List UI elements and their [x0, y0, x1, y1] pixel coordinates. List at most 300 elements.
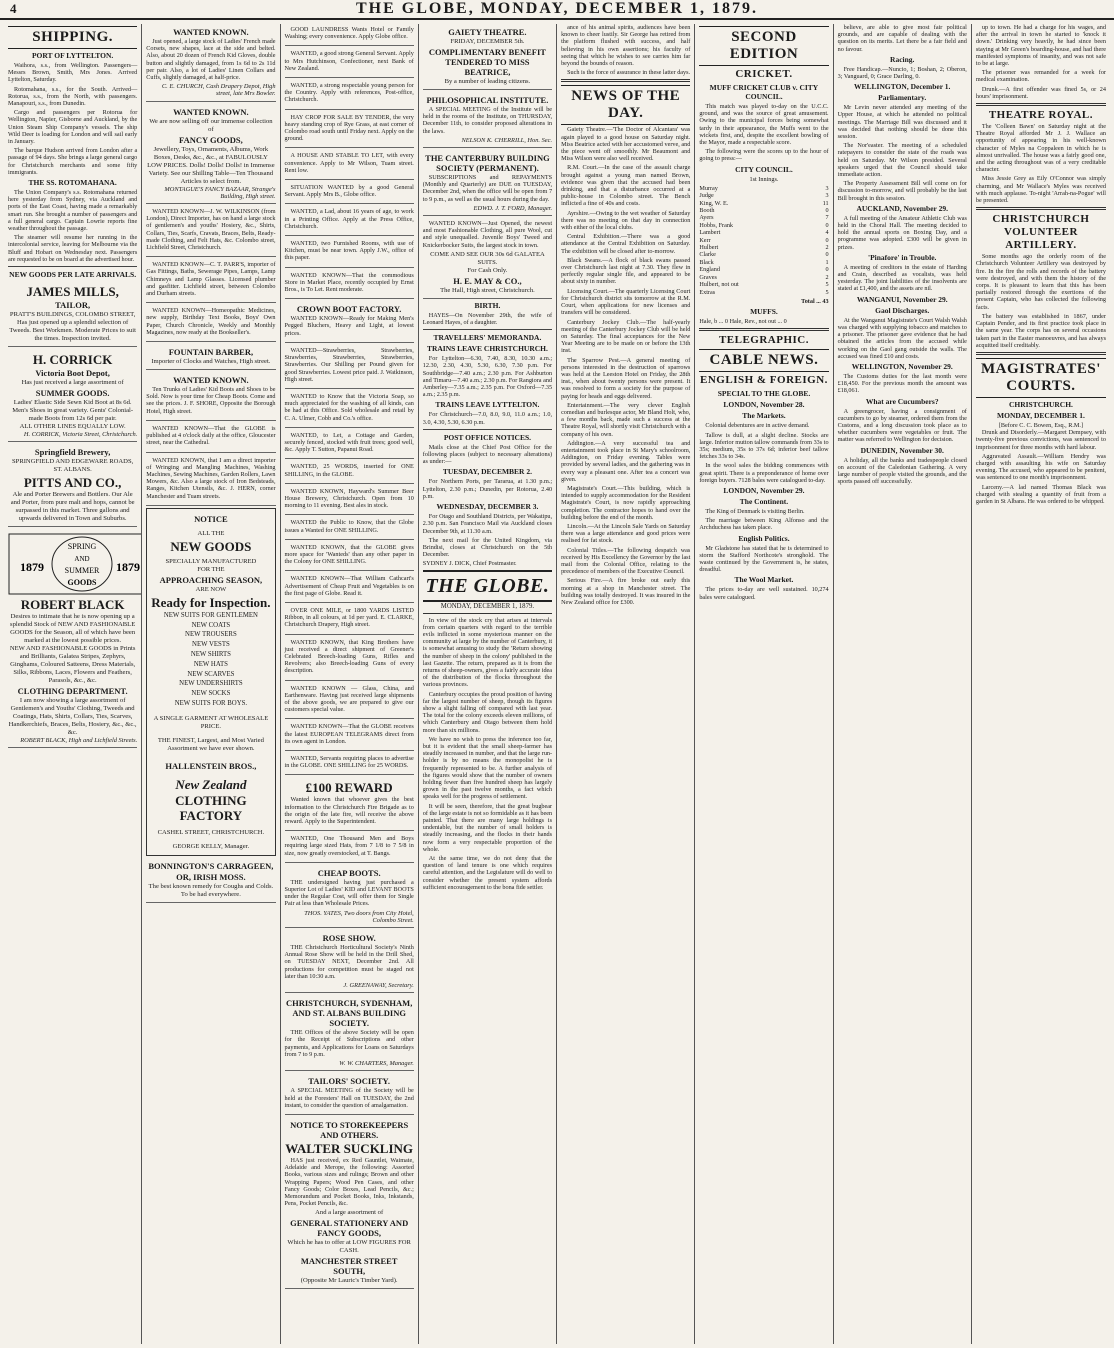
news-item: Ayrshire.—Owing to the wet weather of Saturday there was no meeting on that day in connection with either of the local clubs.: [561, 209, 691, 232]
wanted-ad: [285, 345, 414, 389]
score-row: [699, 266, 828, 273]
cheap-boots-signature: THOS. YATES, Two doors from City Hotel, Colombo Street.: [304, 909, 414, 924]
births-heading: BIRTH.: [474, 300, 501, 310]
spring-word: SPRING: [67, 542, 97, 552]
wanted-ad: [285, 486, 414, 516]
mills-address: PRATT'S BUILDINGS, COLOMBO STREET,: [9, 311, 136, 319]
wanted-ad-text: WANTED, One Thousand Men and Boys requiring large sized Hats, from 7 1/8 to 7 5/8 in size, now greatly overstocked, at T. Bangs.: [284, 835, 414, 857]
trains-lyttelton-text: For Christchurch—7.0, 8.0, 9.0, 11.0 a.m.; 1.0, 3.0, 4.30, 5.30, 6.30 p.m.: [422, 411, 553, 426]
church-ad-signature: C. E. CHURCH, Cash Drapery Depot, High street, late Mrs Bowler.: [161, 83, 276, 98]
bonnington-sub: OR, IRISH MOSS.: [176, 871, 246, 882]
score-row: [699, 244, 828, 251]
wanted-ad: [285, 150, 414, 180]
batsman-runs: 11: [822, 199, 829, 207]
parliamentary-text: Mr Levin never attended any meeting of the Upper House, at which he attended no political meetings. The Marriage Bill was discussed and it was decided that nothing should be done this session.: [837, 104, 967, 141]
new-goods-heading: NEW GOODS: [170, 538, 252, 554]
gaiety-sub: COMPLIMENTARY BENEFIT TENDERED TO MISS BEATRICE,: [428, 47, 546, 77]
divider: [699, 328, 828, 331]
english-foreign-heading: ENGLISH & FOREIGN.: [700, 374, 828, 387]
batsman-runs: 0: [825, 251, 829, 259]
news-item: Magistrate's Court.—This building, which is intended to supply accommodation for the Resident Magistrate's Court, is now rapidly approaching completion. The contractor hopes to hand over the building before the end of the month.: [561, 484, 691, 521]
cheap-boots-text: THE undersigned having just purchased a Superior Lot of Ladies' KID and LEVANT BOOTS under the Regular Cost, will offer them for Single Pair at less than Wholesale Prices.: [284, 878, 414, 908]
goods-list-item: NEW SUITS FOR GENTLEMEN: [163, 611, 258, 619]
goods-list-item: NEW SUITS FOR BOYS.: [174, 699, 248, 707]
telegram-text: The Customs duties for the last month were £18,450. For the previous month the amount was £18,061.: [837, 372, 967, 395]
score-row: [699, 185, 828, 192]
wanted-ad-text: WANTED, Servants requiring places to advertise in the GLOBE. ONE SHILLING for 25 WORDS.: [284, 755, 414, 770]
second-edition-heading: SECOND EDITION: [699, 26, 828, 66]
english-politics-text: Mr Gladstone has stated that he is determined to storm the Stafford Northcote's stronghold. The waste continued by the Government is, he states, dreadful.: [699, 544, 829, 574]
batsman-name: Graves: [699, 273, 717, 281]
may-signature: H. E. MAY & CO.,: [453, 275, 522, 286]
wool-market-text: The prices to-day are well sustained. 10,274 bales were catalogued.: [699, 586, 829, 601]
batsman-runs: 5: [825, 281, 829, 289]
gaiety-text: By a number of leading citizens.: [444, 78, 531, 85]
black-name: ROBERT BLACK: [20, 597, 125, 613]
score-row: [699, 229, 828, 236]
bazaar-ad-heading: WANTED KNOWN.: [173, 106, 249, 117]
wanted-ad: [285, 430, 414, 460]
leader-para: We have no wish to press the inference too far, but it is evident that the small sheep-farmer has steadily increased in number, and that the large run-holder is by no means the monopolist he is frequently represented to be. A further analysis of the figures would show that the number of owners holding fewer than five hundred sheep has largely grown in the past twelve months, a fact which speaks well for the progress of settlement.: [422, 735, 553, 801]
batsman-runs: 0: [825, 266, 829, 274]
sydenham-signature: W. W. CHARTERS, Manager.: [339, 1060, 414, 1068]
post-office-wednesday: WEDNESDAY, DECEMBER 3.: [436, 502, 539, 512]
magistrates-sub: CHRISTCHURCH.: [1008, 399, 1073, 409]
gaol-heading: Gaol Discharges.: [875, 305, 930, 315]
batsman-name: Ayers: [699, 214, 714, 222]
wanted-ad: [285, 573, 414, 603]
new-goods-heading: NEW GOODS PER LATE ARRIVALS.: [9, 270, 137, 280]
wanted-ad-text: WANTED KNOWN—That the GLOBE receives the latest EUROPEAN TELEGRAMS direct from its own agent in London.: [284, 723, 414, 745]
bazaar-goods: FANCY GOODS,: [179, 134, 243, 145]
spring-year-right: 1879: [116, 560, 140, 575]
score-heading: CITY COUNCIL.: [735, 164, 793, 174]
wanted-ad: [285, 753, 414, 775]
theatre-text: Miss Jessie Grey as Eily O'Connor was simply charming, and Mr Wallace's Myles was received with much applause. To-night 'Arrah-na-Pogue' will be presented.: [975, 175, 1106, 205]
news-item: Colonial Titles.—The following despatch was received by His Excellency the Governor by the last mail from the Colonial Office, relating to the precedence of members of the Executive Council.: [561, 546, 691, 576]
news-item: Entertainment.—The very clever English comedian and burlesque actor, Mr Bland Holt, who, a few months back, made such a success at the Theatre Royal, will shortly visit Christchurch with a company of his own.: [561, 401, 691, 438]
shipping-para: The barque Hudson arrived from London after a passage of 94 days. She brings a large general cargo for Christchurch merchants and some fifty immigrants.: [8, 147, 138, 176]
wanted-ad: [285, 517, 414, 539]
wanted-ad-text: WANTED to Know that the Victoria Soap, so much appreciated for the washing of all kinds, can be had at this Office. Sold wholesale and retail by C. A. Ulmer, Cobb and Co.'s office.: [284, 392, 414, 422]
batsman-name: Hulbert, not out: [699, 281, 739, 289]
column-shipping: [4, 24, 142, 1344]
trains-christchurch-text: For Lyttelton—6.30, 7.40, 8.30, 10.30 a.m.; 12.30, 2.30, 4.30, 5.30, 6.30, 7.30 p.m. For Southbridge—7.40 a.m.; 2.30 p.m. For Ashburton and Timaru—7.40 a.m.; 2.30 p.m. For Rangiora and Amberley—7.35 a.m.; 2.35 p.m. For Oxford—7.35 a.m.; 2.35 p.m.: [422, 355, 553, 399]
spring-year-left: 1879: [20, 560, 44, 575]
shipping-para: The steamer will resume her running in the intercolonial service, leaving for Melbourne via the Bluff and Hobart on Wednesday next. Passengers are requested to be on board at the advertised hour.: [8, 234, 138, 263]
telegraphic-heading: TELEGRAPHIC.: [718, 334, 809, 347]
tailors-ad: [285, 1073, 414, 1115]
batsman-name: Hobbs, Frank: [699, 221, 734, 229]
news-item: Central Exhibition.—There was a good attendance at the Central Exhibition on Saturday. The exhibition will be closed after to-morrow.: [561, 233, 691, 255]
telegram-text: At the Wanganui Magistrate's Court Walsh Walsh was charged with supplying tobacco and matches to a prisoner. The prisoner gave evidence that he had obtained the articles from the accused while working on the Gaol gang outside the walls. The accused was fined £10 and costs.: [837, 316, 967, 360]
philosophical-heading: PHILOSOPHICAL INSTITUTE.: [426, 95, 549, 105]
english-politics-heading: English Politics.: [738, 533, 790, 543]
wanted-ad: [146, 423, 275, 453]
corrick-ad: [8, 349, 137, 442]
telegram-text: A greengrocer, having a consignment of cucumbers to go by steamer, ordered them from the Customs, and a long discussion took place as to whether cucumbers were vegetables or fruit. The matter was referred to Wellington for decision.: [837, 407, 967, 444]
bazaar-signature: MONTAGUE'S FANCY BAZAAR, Strange's Building, High street.: [164, 185, 276, 200]
wanted-ad-text: WANTED KNOWN—C. T. PARR'S, importer of Gas Fittings, Baths, Sewerage Pipes, Lamps, Lamp Chimneys and Lamp Glasses. Licensed plumber and gasfitter. Lichfield street, between Colombo and Durham streets.: [146, 261, 276, 298]
batsman-runs: 4: [825, 229, 829, 237]
cricket-text: The following were the scores up to the hour of going to press:—: [699, 148, 829, 163]
news-item: Licensing Court.—The quarterly Licensing Court for Christchurch district sits tomorrow at the R.M. Court, when applications for new licenses and transfers will be considered.: [561, 287, 691, 317]
wanted-ad-text: WANTED KNOWN, Hayward's Summer Beer House Brewery, Christchurch. Open from 10 morning to 11 evening. Best ales in stock.: [284, 487, 414, 510]
shore-ad: [146, 372, 275, 421]
hallenstein-name: HALLENSTEIN BROS.,: [165, 760, 257, 771]
leader-para: Canterbury occupies the proud position of having far the largest number of sheep, though its figures show a slight falling off compared with last year. The total for the colony exceeds eleven millions, of which Canterbury and Otago between them hold more than six millions.: [422, 690, 553, 734]
wanted-ad: [285, 48, 414, 78]
news-item: R.M. Court.—In the case of the assault charge brought against a young man named Brown, evidence was given that the accused had been drinking, and that a disturbance occurred at a public-house in Colombo street. The Bench inflicted a fine of 40s and costs.: [561, 164, 691, 208]
and-word: AND: [74, 555, 90, 564]
notice-heading: NOTICE: [194, 513, 228, 524]
brewery-ad: [8, 444, 137, 527]
court-text: Larceny.—A lad named Thomas Black was charged with stealing a quantity of fruit from a garden in St Albans. He was ordered to be whipped.: [975, 483, 1106, 505]
suckling-low: Which he has to offer at LOW FIGURES FOR CASH.: [287, 1239, 411, 1255]
black-list: NEW AND FASHIONABLE GOODS in Prints and Brilliants, Galatea Stripes, Zephyrs, Ginghams, Coloured Satteens, Dress Materials, Silks, Ribbons, Laces, Flowers and Feathers, Parasols, &c., &c.: [9, 645, 136, 685]
wanted-ad: [146, 206, 275, 257]
court-text: Aggravated Assault.—William Hendry was charged with assaulting his wife on Saturday evening. The accused, who appeared to be penitent, was sentenced to one month's imprisonment.: [975, 452, 1106, 482]
telegram-text: A full meeting of the Amateur Athletic Club was held in the Choral Hall. The meeting decided to hold the annual sports on Boxing Day, and a programme was adopted. £300 will be given in prizes.: [837, 214, 967, 251]
tailors-text: A SPECIAL MEETING of the Society will be held at the Foresters' Hall on TUESDAY, the 2nd instant, to consider the question of amalgamation.: [284, 1087, 414, 1109]
news-item: Addington.—A very successful tea and entertainment took place in St Mary's schoolroom, Addington, on Friday evening. Tables were provided by several ladies, and the gathering was in every way a pleasant one. After tea a concert was given.: [561, 439, 691, 483]
goods-list-item: NEW HATS: [193, 660, 228, 668]
volunteer-text: Some months ago the orderly room of the Christchurch Volunteer Artillery was destroyed by fire. In the fire the rolls and records of the battery were destroyed, and with them the history of the corps. It is pleasant to learn that this has been partially restored through the exertions of the present Captain, who has collected the following facts.: [975, 253, 1106, 311]
continent-text: The marriage between King Alfonso and the Archduchess has taken place.: [699, 517, 829, 532]
philosophical-text: A SPECIAL MEETING of the Institute will be held in the rooms of the Institute, on THURSDAY, December 11th, to consider proposed alterations in the laws.: [422, 106, 553, 135]
cable-news-heading: CABLE NEWS.: [699, 349, 828, 372]
reward-heading: [285, 780, 414, 795]
goods-list-item: NEW VESTS: [192, 641, 230, 649]
volunteer-heading: CHRISTCHURCH VOLUNTEER ARTILLERY.: [992, 213, 1090, 252]
philosophical-signature: NELSON K. CHERRILL, Hon. Sec.: [461, 136, 553, 144]
shipping-para: Rotomahana, s.s., for the South. Arrived—Rotorua, s.s., from the North, with passengers. Manapouri, s.s., from Dunedin.: [8, 85, 138, 108]
may-address: The Hall, High street, Christchurch.: [440, 286, 535, 294]
shipping-para: The Union Company's s.s. Rotomahana returned here yesterday from Sydney, via Auckland and ports of the East Coast, having made a remarkably smart run. She brought a number of passengers and a full general cargo. Captain Lowrie reports fine weather throughout the passage.: [8, 189, 138, 233]
gaiety-heading: GAIETY THEATRE.: [448, 27, 527, 37]
nz-heading: New Zealand: [175, 776, 247, 792]
may-text: WANTED KNOWN—Just Opened, the newest and most Fashionable Clothing, all pure Wool, cut and style unequalled. Juvenile Boys' Tweed and Knickerbocker Suits, the largest stock in town.: [422, 220, 553, 249]
goods-word: GOODS: [67, 578, 97, 588]
score-row: [699, 289, 828, 296]
wanted-ad-text: WANTED KNOWN—J. W. WILKINSON (from London), Direct Importer, has on hand a large stock of gentlemen's and youths' Hosiery, &c., Shirts, Collars, Ties, Scarfs, Cravats, Braces, Belts, Ready-made Clothing, and Felt Hats, &c. Colombo street, Lichfield Street, Christchurch.: [146, 208, 276, 252]
score-row: [699, 200, 828, 207]
wanted-ad: [285, 24, 414, 46]
ready-heading: Ready for Inspection.: [151, 594, 271, 610]
column-notices-leader: [419, 24, 557, 1344]
dateline: AUCKLAND, November 29.: [856, 203, 948, 213]
shipping-para: Waihora, s.s., from Wellington. Passengers—Messrs Brown, Smith, Mrs Jones. Arrived Lyttelton, Saturday.: [8, 62, 138, 84]
column-telegrams: [834, 24, 972, 1344]
for-the-text: FOR THE: [197, 565, 225, 573]
wanted-ad: [285, 461, 414, 483]
corrick-text: Has just received a large assortment of: [21, 379, 124, 387]
factory-heading: CLOTHING FACTORY: [175, 792, 247, 823]
racing-text: Free Handicap.—Nuncio, 1; Boshan, 2; Oberon, 3; Vanguard, 0; Grace Darling, 0.: [837, 65, 967, 81]
gaiety-ad: [423, 24, 552, 90]
wanted-ad: [285, 605, 414, 635]
philosophical-ad: [423, 92, 552, 148]
approaching-season: APPROACHING SEASON,: [159, 574, 263, 585]
wanted-ad: [285, 542, 414, 572]
news-item: The Sparrow Pest.—A general meeting of persons interested in the destruction of sparrows was held at the Leeston Hotel on Friday, the 28th inst., when about twenty persons were present. It was resolved to form a society for the purpose of paying for heads and eggs delivered.: [561, 356, 691, 400]
pitts-name: PITTS AND CO.,: [23, 475, 122, 491]
reward-word: REWARD: [334, 780, 393, 796]
single-garment: A SINGLE GARMENT AT WHOLESALE PRICE.: [153, 714, 269, 730]
shipping-para: Cargo and passengers per Rotorua for Wellington, Napier, Gisborne and Auckland, by the Union Steam Ship Company's vessels. The ship Wild Deer is loading for London and will sail early in January.: [8, 109, 138, 146]
dateline: DUNEDIN, November 30.: [860, 445, 944, 455]
score-row: [699, 207, 828, 214]
batsman-name: Black: [699, 258, 714, 266]
barber-heading: FOUNTAIN BARBER,: [168, 347, 254, 358]
leader-para: Such is the force of assurance in these latter days.: [567, 69, 691, 77]
brewery-address: SPRINGFIELD AND EDGEWARE ROADS, ST. ALBANS.: [12, 458, 134, 474]
bazaar-list: Jewellery, Toys, Ornaments, Albums, Work Boxes, Desks, &c., &c., at FABULOUSLY LOW PRICES. Dolls! Dolls! Dolls! in Immense Variety. See our Shilling Table—Ten Thousand Articles to select from.: [147, 145, 275, 185]
globe-title: THE GLOBE.: [423, 570, 552, 602]
corrick-tagline: ALL OTHER LINES EQUALLY LOW.: [19, 423, 126, 431]
court-text: up to town. He had a charge for his wages, and after the arrival in town he started to 'knock it down.' Drinking very heavily, he had since been staying at Mr Green's boarding-house, and had there manifested symptoms of insanity, and was not safe to be at large.: [975, 24, 1106, 68]
column-wanted: [281, 24, 419, 1344]
wanted-ad-text: HAY CROP FOR SALE BY TENDER, the very heavy standing crop of Rye Grass, at east corner of Colombo road south until Friday next. Apply on the ground.: [284, 113, 414, 143]
innings-label: 1st Innings.: [749, 175, 779, 183]
specially-text: SPECIALLY MANUFACTURED: [165, 557, 257, 565]
column-second-edition: [695, 24, 833, 1344]
sydenham-heading: CHRISTCHURCH, SYDENHAM, AND ST. ALBANS BUILDING SOCIETY.: [285, 998, 413, 1029]
racing-heading: Racing.: [890, 54, 915, 64]
batsman-name: England: [699, 266, 720, 274]
cheap-boots-ad: [285, 865, 414, 928]
sydenham-text: THE Offices of the above Society will be open for the Receipt of Subscriptions and other payments, and Applications for Loans on Saturdays from 7 to 9 p.m.: [284, 1029, 414, 1058]
wanted-ad: [146, 259, 275, 303]
bonnington-text: The best known remedy for Coughs and Colds. To be had everywhere.: [148, 882, 274, 898]
summer-word: SUMMER: [64, 566, 100, 576]
births-text: HAYES—On November 29th, the wife of Leonard Hayes, of a daughter.: [422, 311, 553, 327]
telegram-text: A meeting of creditors in the estate of Harding and Crain, described as vocalists, was held yesterday. The joint liabilities of the insolvents are stated at £1,400, and the assets are nil.: [837, 263, 967, 293]
wanted-ad-text: WANTED the Public to Know, that the Globe issues a Wanted for ONE SHILLING.: [284, 519, 414, 534]
black-clothing: I am now showing a large assortment of Gentlemen's and Youths' Clothing, Tweeds and Coatings, Hats, Shirts, Collars, Ties, Scarves, Handkerchiefs, Braces, Belts, Hosiery, &c., &c., &c.: [8, 697, 137, 737]
mills-ad: [8, 281, 137, 347]
black-signature: ROBERT BLACK, High and Lichfield Streets.: [20, 737, 138, 745]
may-ad: [423, 218, 552, 299]
pinafore-heading: 'Pinafore' in Trouble.: [868, 252, 937, 262]
batsman-name: Booth: [699, 207, 715, 215]
building-society-text: SUBSCRIPTIONS and REPAYMENTS (Monthly and Quarterly) are DUE on TUESDAY, December 2nd, when the office will be open from 7 to 9 p.m., as well as the usual hours during the day.: [422, 174, 553, 203]
magistrates-date: MONDAY, DECEMBER 1.: [997, 410, 1085, 420]
score-row: [699, 274, 828, 281]
rose-show-text: THE Christchurch Horticultural Society's Ninth Annual Rose Show will be held in the Drill Shed, on TUESDAY NEXT, December 2nd. All productions for competition must be staged not later than 10:30 a.m.: [284, 944, 414, 980]
score-row: [699, 281, 828, 288]
building-society-heading: THE CANTERBURY BUILDING SOCIETY (PERMANENT).: [425, 153, 550, 174]
continent-heading: The Continent.: [739, 496, 789, 506]
divider: [976, 207, 1106, 210]
are-now-text: ARE NOW: [195, 585, 227, 593]
goods-list-item: NEW SOCKS: [191, 690, 231, 698]
leader-para: In view of the stock cry that arises at intervals from certain quarters with regard to the terrible evils inflicted in some mysterious manner on the community at large by the number of Canterbury, it is somewhat amusing to study the 'Return showing the number of sheep in the colony' published in the last Gazette. The return, prepared as it is from the returns of sheep-owners, gives a fairly accurate idea of the distribution of the flocks throughout the various provinces.: [422, 616, 553, 689]
post-office-note: The next mail for the United Kingdom, via Brindisi, closes at Christchurch on the 5th December.: [422, 536, 553, 559]
brewery-name: Springfield Brewery,: [34, 447, 111, 458]
bonnington-heading: BONNINGTON'S CARRAGEEN,: [148, 860, 274, 871]
special-to-globe: SPECIAL TO THE GLOBE.: [717, 389, 811, 399]
rotomahana-heading: THE SS. ROTOMAHANA.: [28, 178, 117, 188]
news-item: Canterbury Jockey Club.—The half-yearly meeting of the Canterbury Jockey Club will be held on Saturday. The final acceptances for the New Year Meeting are to be made on or before the 13th inst.: [561, 318, 691, 355]
wanted-ad: [285, 206, 414, 236]
batsman-name: Judge: [699, 192, 714, 200]
rose-show-signature: J. GREENAWAY, Secretary.: [343, 982, 414, 990]
finest-text: THE FINEST, Largest, and Most Varied Assortment we have ever shown.: [157, 736, 264, 752]
post-office-signature: SYDNEY J. DICK, Chief Postmaster.: [422, 560, 517, 568]
post-office-tuesday: TUESDAY, DECEMBER 2.: [442, 467, 532, 477]
wanted-ad-text: WANTED KNOWN, that I am a direct importer of Wringing and Mangling Machines, Washing Machines, Sewing Machines, Garden Rollers, Lawn Mowers, &c. Also a large stock of Iron Bedsteads, Ranges, Kitchen Utensils, &c. J. HERN, corner Manchester and Tuam streets.: [146, 456, 276, 500]
magistrates-bench: [Before C. C. Bowen, Esq., R.M.]: [998, 421, 1084, 429]
corrick-depot: Victoria Boot Depot,: [35, 368, 110, 379]
bonnington-ad: [146, 858, 275, 903]
corrick-signature: H. CORRICK, Victoria Street, Christchurch.: [23, 431, 138, 439]
black-clothing-heading: CLOTHING DEPARTMENT.: [17, 686, 128, 697]
batsman-runs: 3: [825, 184, 829, 192]
markets-text: In the wool sales the bidding commences with great spirit. There is a preponderance of home over foreign buyers. 7128 bales were catalogued to-day.: [699, 462, 829, 484]
cricket-text: This match was played to-day on the U.C.C. ground, and was the source of great amusement. Owing to the municipal forces being somewhat tardy in their appearance, the Muffs went to the wickets first, and, despite the excellent bowling of the Mayor, made a respectable score.: [699, 103, 829, 147]
bazaar-ad-text: We are now selling off our immense collection of: [149, 117, 273, 133]
parliamentary-heading: Parliamentary.: [878, 93, 927, 103]
court-text: Drunk.—A first offender was fined 5s, or 24 hours' imprisonment.: [975, 85, 1106, 100]
reward-text: Wanted known that whoever gives the best information to the Christchurch Fire Brigade as to the origin of the late fire, will receive the above reward. Apply to the Superintendent.: [284, 796, 414, 826]
score-row: [699, 251, 828, 258]
storekeepers-heading: NOTICE TO STOREKEEPERS AND OTHERS.: [290, 1119, 409, 1140]
score-table: [699, 185, 828, 296]
column-wanted-known: [142, 24, 280, 1344]
wanted-ad-text: WANTED—Strawberries, Strawberries, Strawberries, Strawberries, Strawberries, Strawberries. Our Shilling per Pound given for good Strawberries. Lowest price paid. J. Watkinson, High street.: [284, 346, 414, 383]
wanted-ad: [146, 455, 275, 506]
wanted-ad: [285, 270, 414, 300]
building-society-ad: [423, 150, 552, 216]
news-heading: NEWS OF THE DAY.: [561, 85, 690, 125]
wanted-ad: [285, 112, 414, 149]
wanted-ad-text: WANTED KNOWN — Glass, China, and Earthenware. Having just received large shipments of the above goods, we are prepared to give our customers special value.: [284, 684, 414, 714]
magistrates-heading: MAGISTRATES' COURTS.: [976, 358, 1106, 398]
suckling-name: WALTER SUCKLING: [285, 1140, 414, 1156]
may-sub: COME AND SEE OUR 30s 6d GALATEA SUITS.: [430, 250, 545, 266]
wanted-ad: [146, 305, 275, 342]
post-office-wednesday-text: For Otago and Southland Districts, per Wakatipu, 2.30 p.m. San Francisco Mail via Auckland closes December 9th, at 11.30 a.m.: [422, 513, 553, 535]
mills-text: Has just opened up a splendid selection of Tweeds. Best Workmen. Moderate Prices to suit the times. Inspection invited.: [9, 319, 136, 343]
suckling-text: HAS just received, ex Red Gauntlet, Waimate, Adelaide and Merope, the following: Assorted Books, various sizes and rulings; Brown and other Wrapping Papers; Wood Pen Cases, and other Fancy Goods; Color Boxes, Lead Pencils, &c.; Memorandum and Pocket Books, Inks, Inkstands, Pens, Pocket Pencils, &c.: [284, 1156, 414, 1208]
wanted-ad: [285, 391, 414, 428]
newspaper-columns: [4, 24, 1110, 1344]
sydenham-ad: [285, 995, 414, 1071]
crown-boot-heading: CROWN BOOT FACTORY.: [296, 304, 402, 315]
batsman-runs: 0: [825, 221, 829, 229]
score-total: Total ... 43: [801, 297, 829, 305]
telegram-text: A holiday, all the banks and tradespeople closed on account of the Caledonian Gathering. A very large number of people visited the grounds, and the sports passed off successfully.: [837, 456, 967, 486]
kelly-manager: GEORGE KELLY, Manager.: [172, 842, 250, 850]
column-news: [557, 24, 695, 1344]
church-ad: [146, 24, 275, 102]
markets-heading: The Markets.: [742, 411, 786, 421]
muffs-text: Hale, b ... 0 Hale, Rev., not out ... 0: [699, 318, 787, 326]
rose-show-ad: [285, 930, 414, 993]
trains-lyttelton-heading: TRAINS LEAVE LYTTELTON.: [435, 400, 540, 410]
suckling-ad: [285, 1117, 414, 1289]
crown-boot-text: WANTED KNOWN—Ready for Making Men's Pegged Bluchers, Heavy and Light, at lowest prices.: [284, 315, 414, 337]
wool-market-heading: The Wool Market.: [734, 575, 794, 585]
wanted-ad-text: WANTED, a strong respectable young person for the Country. Apply with references, Post-office, Christchurch.: [284, 82, 414, 104]
telegram-text: The Property Assessment Bill will come on for discussion to-morrow, and will probably be the last Bill brought in this session.: [837, 180, 967, 202]
theatre-text: The 'Colleen Bawn' on Saturday night at the Theatre Royal afforded Mr J. J. Wallace an opportunity of appearing in his well-known character of Myles na Coppaleen in which he is almost unrivalled. The house was a fairly good one, and the acting throughout was of a very creditable character.: [975, 123, 1106, 174]
building-society-signature: EDWD. J. T. FORD, Manager.: [473, 204, 553, 212]
divider: [423, 429, 552, 430]
telegram-text: The Nor'easter. The meeting of a scheduled ratepayers to consider the state of the roads was held on Saturday. Mr Wilson presided. Several speakers urged that the Council should take immediate action.: [837, 142, 967, 179]
post-office-text: Mails close at the Chief Post Office for the following places (subject to necessary alterations) as under:—: [422, 443, 553, 466]
shore-heading: WANTED KNOWN.: [173, 375, 249, 386]
batsman-runs: 7: [825, 214, 829, 222]
port-heading: PORT OF LYTTELTON.: [31, 51, 114, 60]
mills-name: JAMES MILLS,: [26, 284, 119, 300]
markets-text: Tallow is dull, at a slight decline. Stocks are large. Inferior mutton tallow commands from 33s to 35s; medium, 35s to 37s 6d; inferior beef tallow fetches 33s to 34s.: [699, 431, 829, 461]
divider: [976, 103, 1106, 106]
court-text: Drunk and Disorderly.—Margaret Dempsey, with twenty-five previous convictions, was sentenced to imprisonment for three months with hard labour.: [975, 429, 1106, 451]
batsman-runs: 2: [825, 273, 829, 281]
cashel-address: CASHEL STREET, CHRISTCHURCH.: [157, 828, 265, 836]
batsman-runs: 2: [825, 244, 829, 252]
dateline: WELLINGTON, December 1.: [854, 82, 951, 92]
suckling-also: And a large assortment of: [315, 1209, 384, 1217]
telegram-text: believe, are able to give most fair political grounds, and are capable of dealing with the question on its merits. Let there be a fair field and no favour.: [837, 24, 967, 53]
divider: [423, 329, 552, 330]
batsman-name: Hulbert: [699, 244, 719, 252]
continent-text: The King of Denmark is visiting Berlin.: [705, 507, 805, 515]
wanted-ad-text: WANTED KNOWN—That the GLOBE is published at 4 o'clock daily at the office, Gloucester street, near the Cathedral.: [146, 424, 276, 447]
goods-list-item: NEW COATS: [191, 621, 231, 629]
batsman-runs: 5: [825, 288, 829, 296]
bazaar-ad: [146, 104, 275, 204]
black-text: Desires to intimate that he is now opening up a splendid Stock of NEW AND FASHIONABLE GOODS for the Season, all of which have been marked at the lowest possible prices.: [10, 613, 136, 645]
dateline: WELLINGTON, November 29.: [851, 361, 953, 371]
dateline: WANGANUI, November 29.: [856, 294, 948, 304]
barber-ad: [146, 344, 275, 370]
wanted-ad: [285, 833, 414, 863]
wanted-ad: [285, 683, 414, 720]
wanted-ad-text: WANTED KNOWN—That the commodious Store in Market Place, recently occupied by Ernst Bros., is To Let. Rent moderate.: [284, 271, 414, 294]
batsman-name: Murray: [699, 184, 718, 192]
divider: [976, 352, 1106, 355]
wanted-ad: [285, 637, 414, 681]
batsman-name: Kerr: [699, 236, 711, 244]
barber-text: Importer of Clocks and Watches, High street.: [151, 358, 271, 366]
page-number: 4: [10, 1, 17, 16]
church-ad-text: Just opened, a large stock of Ladies' French made Corsets, new shapes, lace at the side and belted. Also, about 20 dozen of French Kid Gloves, double button and slightly damaged, from 1s 6d to 2s 11d per pair. Also, a lot of Ladies' Linen Collars and Cuffs, slightly damaged, at half-price.: [146, 38, 276, 82]
divider: [561, 79, 690, 82]
batsman-runs: 1: [825, 258, 829, 266]
wanted-ad-text: OVER ONE MILE, or 1800 YARDS LISTED Ribbon, in all colours, at 1d per yard. E. CLARKE, Christchurch Drapery, High street.: [284, 606, 414, 629]
score-row: [699, 222, 828, 229]
volunteer-text: The battery was established in 1867, under Captain Pender, and its first practice took place in the same year. The corps has on several occasions taken part in the Easter manoeuvres, and has always acquitted itself creditably.: [975, 312, 1106, 349]
reward-ad: [285, 777, 414, 831]
batsman-name: King, W. E.: [699, 199, 729, 207]
goods-list-item: NEW TROUSERS: [185, 631, 237, 639]
wanted-ad-text: WANTED, to Let, a Cottage and Garden, securely fenced, stocked with fruit trees; good well, &c. Apply T. Sutton, Papanui Road.: [284, 431, 414, 454]
news-item: Gaiety Theatre.—'The Doctor of Alcantara' was again played to a good house on Saturday night. Miss Beatrice acted with her accustomed verve, and the piece went off smoothly. Mr Beaumont and Miss Wilson were also well received.: [561, 126, 691, 163]
dateline: LONDON, November 28.: [723, 400, 805, 410]
rose-show-heading: ROSE SHOW.: [322, 933, 376, 944]
muffs-heading: MUFFS.: [750, 307, 778, 317]
may-cash: For Cash Only.: [467, 266, 508, 274]
crown-boot-ad: [285, 301, 414, 343]
suckling-stationery: GENERAL STATIONERY AND FANCY GOODS,: [290, 1218, 409, 1239]
reward-amount: £100: [305, 780, 332, 796]
masthead: [0, 0, 1114, 20]
wanted-ad-text: WANTED KNOWN—Homeopathic Medicines, new supply, Birthday Text Books, Boys' Own Paper, Church Chronicle, Weekly and Monthly Magazines, now ready at the Bookseller's.: [146, 307, 276, 336]
batsman-name: Extras: [699, 288, 716, 296]
